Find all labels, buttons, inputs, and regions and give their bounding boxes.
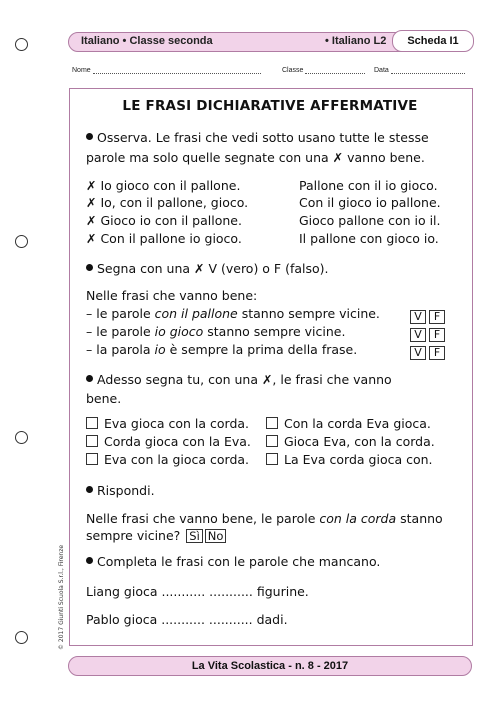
sheet-badge: Scheda I1	[392, 30, 474, 52]
complete-heading: Completa le frasi con le parole che mancano.	[86, 554, 380, 569]
binder-hole	[15, 235, 28, 248]
binder-hole	[15, 631, 28, 644]
true-false-heading: Segna con una ✗ V (vero) o F (falso).	[86, 261, 329, 276]
option-item[interactable]: Eva con la gioca corda.	[86, 452, 249, 467]
checkbox[interactable]	[86, 417, 98, 429]
mark-instruction-line2: bene.	[86, 391, 122, 406]
option-item[interactable]: Corda gioca con la Eva.	[86, 434, 251, 449]
class-field[interactable]: Classe	[282, 66, 365, 74]
checkbox[interactable]	[266, 417, 278, 429]
true-false-boxes	[410, 305, 448, 323]
sentence-correct: ✗ Con il pallone io gioco.	[86, 231, 242, 246]
binder-hole	[15, 38, 28, 51]
sentence-wrong: Il pallone con gioco io.	[299, 231, 439, 246]
false-checkbox[interactable]: F	[429, 346, 445, 360]
true-checkbox[interactable]: V	[410, 310, 426, 324]
bullet-icon	[86, 375, 93, 382]
true-false-boxes	[410, 341, 448, 359]
sentence-correct: ✗ Io gioco con il pallone.	[86, 178, 241, 193]
footer-bar: La Vita Scolastica - n. 8 - 2017	[68, 656, 472, 676]
statement-item: – le parole io gioco stanno sempre vicine.	[86, 324, 346, 339]
option-item[interactable]: La Eva corda gioca con.	[266, 452, 433, 467]
option-item[interactable]: Gioca Eva, con la corda.	[266, 434, 435, 449]
checkbox[interactable]	[86, 453, 98, 465]
option-item[interactable]: Con la corda Eva gioca.	[266, 416, 431, 431]
page-title: LE FRASI DICHIARATIVE AFFERMATIVE	[122, 98, 418, 114]
answer-question: Nelle frasi che vanno bene, le parole con la corda stanno	[86, 511, 443, 526]
level-label: • Italiano L2	[325, 35, 387, 47]
false-checkbox[interactable]: F	[429, 328, 445, 342]
sentence-correct: ✗ Io, con il pallone, gioco.	[86, 195, 249, 210]
true-checkbox[interactable]: V	[410, 328, 426, 342]
bullet-icon	[86, 486, 93, 493]
statement-item: – le parole con il pallone stanno sempre vicine.	[86, 306, 380, 321]
true-false-boxes	[410, 323, 448, 341]
answer-question-line2: sempre vicine? Sì No	[86, 528, 226, 543]
option-item[interactable]: Eva gioca con la corda.	[86, 416, 249, 431]
sentence-wrong: Pallone con il io gioco.	[299, 178, 438, 193]
bullet-icon	[86, 264, 93, 271]
bullet-icon	[86, 133, 93, 140]
copyright: © 2017 Giunti Scuola S.r.l., Firenze	[58, 544, 65, 650]
sentence-correct: ✗ Gioco io con il pallone.	[86, 213, 242, 228]
observe-instruction-line2: parole ma solo quelle segnate con una ✗ vanno bene.	[86, 150, 425, 165]
observe-instruction: Osserva. Le frasi che vedi sotto usano tutte le stesse	[86, 130, 429, 145]
fill-blank-line[interactable]: Pablo gioca ........... ........... dadi.	[86, 612, 288, 627]
sentence-wrong: Con il gioco io pallone.	[299, 195, 441, 210]
yes-box[interactable]: Sì	[186, 529, 203, 543]
checkbox[interactable]	[86, 435, 98, 447]
name-field[interactable]: Nome	[72, 66, 261, 74]
sentence-wrong: Gioco pallone con io il.	[299, 213, 441, 228]
bullet-icon	[86, 557, 93, 564]
date-field[interactable]: Data	[374, 66, 465, 74]
checkbox[interactable]	[266, 453, 278, 465]
fill-blank-line[interactable]: Liang gioca ........... ........... figurine.	[86, 584, 309, 599]
false-checkbox[interactable]: F	[429, 310, 445, 324]
statement-item: – la parola io è sempre la prima della frase.	[86, 342, 358, 357]
subject-class: Italiano • Classe seconda	[81, 35, 213, 47]
checkbox[interactable]	[266, 435, 278, 447]
binder-hole	[15, 431, 28, 444]
true-false-intro: Nelle frasi che vanno bene:	[86, 288, 258, 303]
true-checkbox[interactable]: V	[410, 346, 426, 360]
mark-instruction: Adesso segna tu, con una ✗, le frasi che vanno	[86, 372, 392, 387]
answer-heading: Rispondi.	[86, 483, 155, 498]
no-box[interactable]: No	[205, 529, 227, 543]
